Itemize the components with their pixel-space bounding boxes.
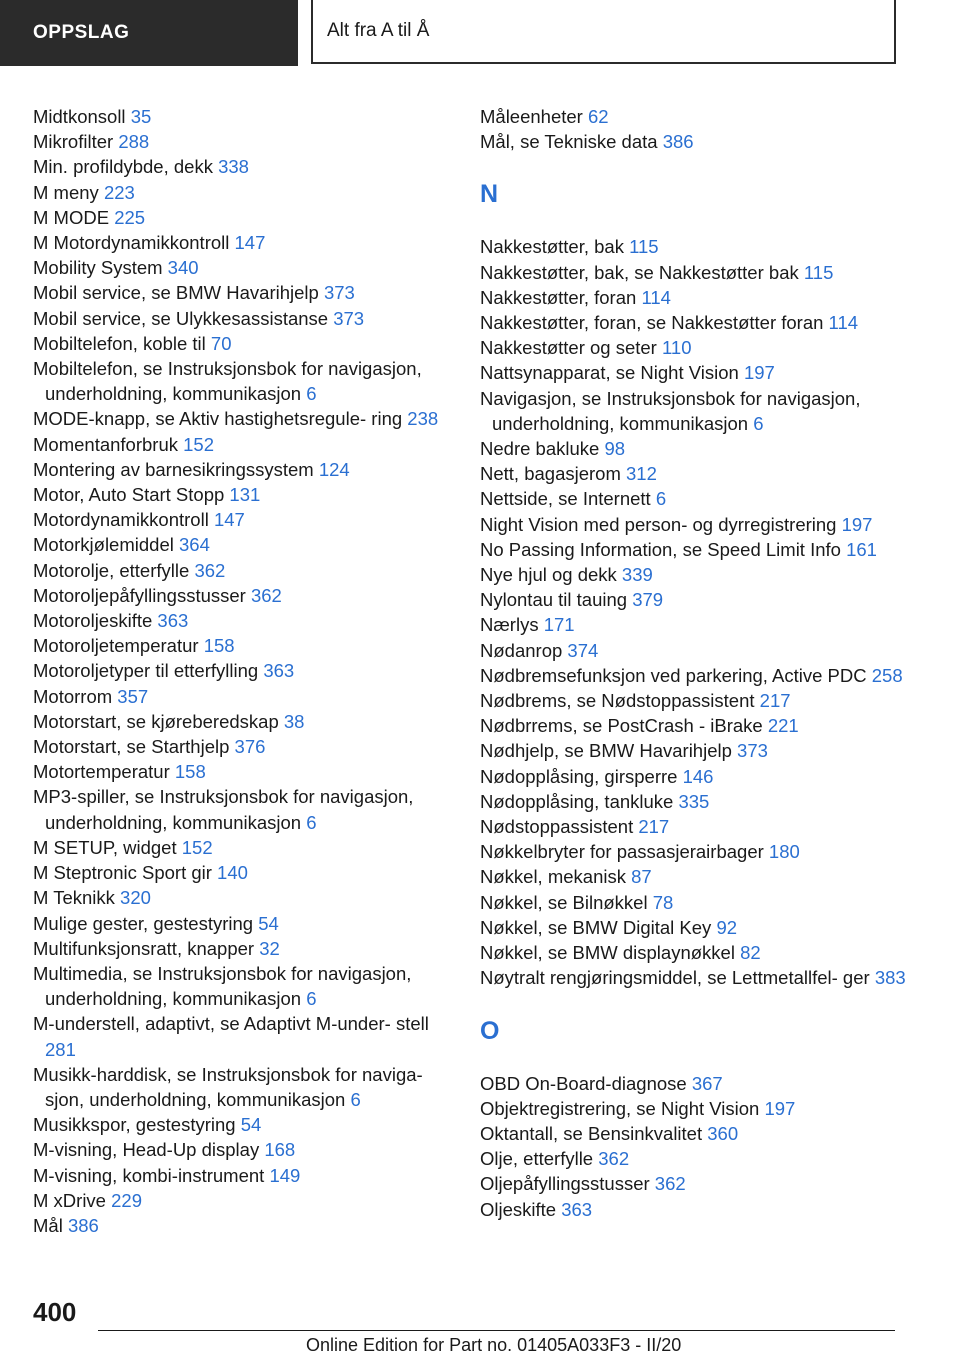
index-entry xyxy=(480,940,910,965)
entry-page-link[interactable]: 363 xyxy=(157,610,189,632)
index-entry xyxy=(480,915,910,940)
entry-term: Motortemperatur xyxy=(33,761,170,783)
index-entry xyxy=(480,1146,910,1171)
entry-page-link[interactable]: 6 xyxy=(306,811,317,833)
entry-term: M Teknikk xyxy=(33,887,115,909)
entry-page-link[interactable]: 158 xyxy=(174,761,206,783)
index-entry xyxy=(480,461,910,486)
entry-term: Night Vision med person- og dyrregistrering xyxy=(480,513,837,535)
entry-page-link[interactable]: 6 xyxy=(306,383,317,405)
entry-page-link[interactable]: 288 xyxy=(118,131,150,153)
entry-page-link[interactable]: 238 xyxy=(407,408,439,430)
entry-term: OBD On-Board-diagnose xyxy=(480,1072,687,1094)
index-letter-o: O xyxy=(480,1016,500,1045)
entry-term: Nattsynapparat, se Night Vision xyxy=(480,362,739,384)
index-entry xyxy=(480,537,910,562)
index-group-m-continued xyxy=(480,104,910,154)
index-entry xyxy=(33,507,443,532)
entry-page-link[interactable]: 383 xyxy=(874,967,906,989)
entry-term: Nødanrop xyxy=(480,639,563,661)
index-entry xyxy=(33,633,443,658)
entry-term: Oljepåfyllingsstusser xyxy=(480,1173,650,1195)
entry-term: Nye hjul og dekk xyxy=(480,564,617,586)
index-entry xyxy=(33,709,443,734)
index-entry xyxy=(480,612,910,637)
page-header xyxy=(0,0,960,66)
index-entry xyxy=(480,814,910,839)
entry-page-link[interactable]: 281 xyxy=(45,1038,76,1060)
index-entry xyxy=(33,885,443,910)
entry-term: Nødstoppassistent xyxy=(480,816,634,838)
index-entry xyxy=(33,230,443,255)
index-entry xyxy=(33,684,443,709)
entry-term: Mål xyxy=(33,1214,63,1236)
entry-page-link[interactable]: 78 xyxy=(652,891,674,913)
entry-term: Mobil service, se BMW Havarihjelp xyxy=(33,282,319,304)
entry-page-link[interactable]: 379 xyxy=(632,589,664,611)
index-entry xyxy=(33,255,443,280)
entry-term: Nødopplåsing, girsperre xyxy=(480,765,678,787)
entry-page-link[interactable]: 38 xyxy=(283,710,305,732)
entry-page-link[interactable]: 115 xyxy=(629,236,659,258)
entry-term: Nakkestøtter og seter xyxy=(480,337,657,359)
entry-page-link[interactable]: 114 xyxy=(828,312,859,334)
entry-term: Mobiltelefon, se Instruksjonsbok for navigasjon, underholdning, kommunikasjon xyxy=(33,358,422,405)
entry-page-link[interactable]: 335 xyxy=(678,790,710,812)
index-entry xyxy=(480,688,910,713)
entry-page-link[interactable]: 54 xyxy=(240,1114,262,1136)
entry-term: Olje, etterfylle xyxy=(480,1148,594,1170)
index-entry xyxy=(480,1197,910,1222)
index-column-left xyxy=(33,104,443,1238)
index-entry xyxy=(33,356,443,406)
index-letter-n: N xyxy=(480,180,499,209)
index-entry xyxy=(33,1137,443,1162)
entry-page-link[interactable]: 373 xyxy=(323,282,355,304)
index-entry xyxy=(33,558,443,583)
entry-term: Nøkkel, se Bilnøkkel xyxy=(480,891,648,913)
entry-page-link[interactable]: 357 xyxy=(117,685,149,707)
entry-page-link[interactable]: 168 xyxy=(264,1139,296,1161)
edition-text: Online Edition for Part no. 01405A033F3 - II/20 xyxy=(306,1335,682,1355)
entry-page-link[interactable]: 229 xyxy=(111,1189,142,1211)
entry-page-link[interactable]: 6 xyxy=(655,488,667,510)
entry-page-link[interactable]: 147 xyxy=(213,509,245,531)
entry-term: Musikk-harddisk, se Instruksjonsbok for naviga‐ sjon, underholdning, kommunikasjon xyxy=(33,1063,423,1110)
entry-term: Mikrofilter xyxy=(33,131,114,153)
index-entry xyxy=(33,583,443,608)
entry-term: M-visning, kombi-instrument xyxy=(33,1164,265,1186)
index-entry xyxy=(33,280,443,305)
entry-term: No Passing Information, se Speed Limit Info xyxy=(480,538,841,560)
index-entry xyxy=(33,835,443,860)
entry-page-link[interactable]: 35 xyxy=(130,106,152,127)
entry-term: MODE-knapp, se Aktiv hastighetsregule‐ ring xyxy=(33,408,403,430)
index-entry xyxy=(33,936,443,961)
entry-page-link[interactable]: 197 xyxy=(764,1097,796,1119)
entry-term: Motoroljetyper til etterfylling xyxy=(33,660,259,682)
entry-page-link[interactable]: 87 xyxy=(631,866,652,888)
entry-term: Mulige gester, gestestyring xyxy=(33,912,254,934)
entry-page-link[interactable]: 152 xyxy=(181,836,213,858)
entry-term: Midtkonsoll xyxy=(33,106,126,127)
index-entry xyxy=(480,587,910,612)
entry-page-link[interactable]: 62 xyxy=(587,106,609,127)
index-entry xyxy=(33,306,443,331)
index-entry xyxy=(33,205,443,230)
entry-page-link[interactable]: 197 xyxy=(743,362,775,384)
entry-page-link[interactable]: 158 xyxy=(203,635,235,657)
index-entry xyxy=(33,759,443,784)
entry-page-link[interactable]: 338 xyxy=(218,156,249,178)
section-tab xyxy=(0,0,298,66)
entry-page-link[interactable]: 131 xyxy=(229,484,261,506)
entry-term: Motorstart, se kjøreberedskap xyxy=(33,710,279,732)
entry-page-link[interactable]: 217 xyxy=(759,690,791,712)
chapter-tab xyxy=(311,0,896,64)
entry-page-link[interactable]: 362 xyxy=(194,559,226,581)
index-entry xyxy=(33,457,443,482)
index-entry xyxy=(33,104,443,129)
entry-term: M-understell, adaptivt, se Adaptivt M-under‐ stell xyxy=(33,1013,429,1035)
index-entry xyxy=(33,658,443,683)
entry-page-link[interactable]: 367 xyxy=(691,1072,723,1094)
entry-term: Nødbrrems, se PostCrash - iBrake xyxy=(480,715,763,737)
entry-term: M MODE xyxy=(33,206,110,228)
index-entry xyxy=(480,260,910,285)
entry-page-link[interactable]: 225 xyxy=(114,206,146,228)
index-entry xyxy=(480,234,910,259)
entry-term: Motor, Auto Start Stopp xyxy=(33,484,225,506)
entry-page-link[interactable]: 82 xyxy=(740,942,761,964)
entry-page-link[interactable]: 362 xyxy=(598,1148,630,1170)
entry-page-link[interactable]: 363 xyxy=(263,660,295,682)
index-entry xyxy=(480,663,910,688)
index-entry xyxy=(480,104,910,129)
entry-term: Nett, bagasjerom xyxy=(480,463,621,485)
index-group-o xyxy=(480,1071,910,1222)
entry-page-link[interactable]: 374 xyxy=(567,639,599,661)
entry-term: Nedre bakluke xyxy=(480,438,600,460)
entry-page-link[interactable]: 312 xyxy=(626,463,657,485)
entry-page-link[interactable]: 386 xyxy=(662,131,694,153)
entry-term: Nærlys xyxy=(480,614,539,636)
index-entry xyxy=(480,789,910,814)
entry-term: Multimedia, se Instruksjonsbok for navigasjon, underholdning, kommunikasjon xyxy=(33,962,412,1010)
entry-page-link[interactable]: 373 xyxy=(737,740,768,762)
index-entry xyxy=(33,1188,443,1213)
entry-page-link[interactable]: 124 xyxy=(318,458,350,480)
entry-page-link[interactable]: 223 xyxy=(103,181,135,203)
entry-page-link[interactable]: 32 xyxy=(259,937,280,959)
page-number: 400 xyxy=(33,1297,77,1327)
entry-page-link[interactable]: 376 xyxy=(234,736,266,758)
entry-term: Nøkkel, se BMW Digital Key xyxy=(480,916,712,938)
index-entry xyxy=(480,486,910,511)
index-entry xyxy=(480,864,910,889)
entry-term: Motoroljepåfyllingsstusser xyxy=(33,584,246,606)
index-entry xyxy=(480,512,910,537)
entry-page-link[interactable]: 98 xyxy=(604,438,626,460)
entry-term: Musikkspor, gestestyring xyxy=(33,1114,236,1136)
entry-page-link[interactable]: 114 xyxy=(641,286,671,308)
entry-page-link[interactable]: 320 xyxy=(120,887,151,909)
entry-term: Mobil service, se Ulykkesassistanse xyxy=(33,307,329,329)
entry-page-link[interactable]: 171 xyxy=(543,614,575,636)
entry-term: Motorstart, se Starthjelp xyxy=(33,736,230,758)
entry-page-link[interactable]: 149 xyxy=(269,1164,301,1186)
index-entry xyxy=(480,890,910,915)
index-entry xyxy=(480,436,910,461)
entry-term: Motorrom xyxy=(33,685,113,707)
entry-page-link[interactable]: 197 xyxy=(841,513,873,535)
index-entry xyxy=(33,734,443,759)
index-entry xyxy=(480,1071,910,1096)
entry-page-link[interactable]: 54 xyxy=(258,912,279,934)
index-entry xyxy=(33,432,443,457)
index-column-right xyxy=(480,104,910,1222)
entry-page-link[interactable]: 152 xyxy=(183,433,214,455)
index-entry xyxy=(480,1096,910,1121)
entry-term: Nakkestøtter, bak xyxy=(480,236,624,258)
index-entry xyxy=(33,860,443,885)
entry-term: MP3-spiller, se Instruksjonsbok for navigasjon, underholdning, kommunikasjon xyxy=(33,786,414,833)
index-entry xyxy=(33,482,443,507)
index-entry xyxy=(480,360,910,385)
index-entry xyxy=(480,965,910,990)
entry-page-link[interactable]: 180 xyxy=(768,841,800,863)
index-entry xyxy=(33,1011,443,1061)
index-entry xyxy=(33,1112,443,1137)
index-entry xyxy=(33,911,443,936)
entry-page-link[interactable]: 362 xyxy=(654,1173,686,1195)
entry-page-link[interactable]: 70 xyxy=(210,332,232,354)
entry-term: Nøytralt rengjøringsmiddel, se Lettmetallfel‐ ger xyxy=(480,967,870,989)
entry-term: Mål, se Tekniske data xyxy=(480,131,658,153)
entry-term: Motorkjølemiddel xyxy=(33,534,174,556)
index-entry xyxy=(480,1171,910,1196)
index-entry xyxy=(33,784,443,834)
index-entry xyxy=(480,310,910,335)
entry-term: Oktantall, se Bensinkvalitet xyxy=(480,1122,703,1144)
index-entry xyxy=(480,638,910,663)
index-entry xyxy=(480,839,910,864)
entry-page-link[interactable]: 146 xyxy=(682,765,714,787)
index-entry xyxy=(480,562,910,587)
index-entry xyxy=(33,1213,443,1238)
index-entry xyxy=(33,406,443,431)
index-entry xyxy=(33,608,443,633)
entry-page-link[interactable]: 110 xyxy=(661,337,692,359)
entry-page-link[interactable]: 161 xyxy=(846,538,877,560)
entry-term: Nøkkelbryter for passasjerairbager xyxy=(480,841,764,863)
entry-term: Motoroljetemperatur xyxy=(33,635,199,657)
entry-page-link[interactable]: 360 xyxy=(707,1122,739,1144)
entry-page-link[interactable]: 217 xyxy=(638,816,670,838)
section-label: OPPSLAG xyxy=(33,22,130,43)
entry-term: Oljeskifte xyxy=(480,1198,557,1220)
entry-term: Multifunksjonsratt, knapper xyxy=(33,937,255,959)
index-entry xyxy=(33,331,443,356)
index-entry xyxy=(480,335,910,360)
entry-term: Navigasjon, se Instruksjonsbok for navigasjon, underholdning, kommunikasjon xyxy=(480,387,861,434)
entry-term: Mobility System xyxy=(33,257,163,279)
index-entry xyxy=(33,1062,443,1112)
entry-page-link[interactable]: 364 xyxy=(179,534,210,556)
entry-term: M SETUP, widget xyxy=(33,836,177,858)
entry-page-link[interactable]: 115 xyxy=(803,261,834,283)
index-entry xyxy=(33,961,443,1011)
entry-term: Momentanforbruk xyxy=(33,433,178,455)
entry-term: Nødhjelp, se BMW Havarihjelp xyxy=(480,740,732,762)
entry-page-link[interactable]: 6 xyxy=(753,412,764,434)
entry-term: M meny xyxy=(33,181,99,203)
entry-term: M-visning, Head-Up display xyxy=(33,1139,260,1161)
entry-page-link[interactable]: 140 xyxy=(217,862,248,884)
entry-term: Nakkestøtter, foran xyxy=(480,286,637,308)
index-entry xyxy=(33,129,443,154)
entry-term: M xDrive xyxy=(33,1189,106,1211)
entry-page-link[interactable]: 363 xyxy=(561,1198,593,1220)
entry-page-link[interactable]: 362 xyxy=(250,584,282,606)
index-entry xyxy=(480,764,910,789)
index-entry xyxy=(33,154,443,179)
entry-page-link[interactable]: 386 xyxy=(67,1214,99,1236)
index-entry xyxy=(480,738,910,763)
footer-divider xyxy=(98,1330,895,1331)
chapter-title: Alt fra A til Å xyxy=(327,20,430,41)
entry-term: Nøkkel, mekanisk xyxy=(480,866,626,888)
index-entry xyxy=(33,1163,443,1188)
entry-page-link[interactable]: 340 xyxy=(167,257,199,279)
entry-term: Nøkkel, se BMW displaynøkkel xyxy=(480,942,735,964)
entry-term: Nylontau til tauing xyxy=(480,589,628,611)
entry-term: Måleenheter xyxy=(480,106,583,127)
index-entry xyxy=(480,129,910,154)
entry-page-link[interactable]: 147 xyxy=(234,232,266,254)
entry-term: Montering av barnesikringssystem xyxy=(33,458,314,480)
entry-term: Nettside, se Internett xyxy=(480,488,651,510)
entry-page-link[interactable]: 221 xyxy=(767,715,799,737)
entry-page-link[interactable]: 339 xyxy=(621,564,653,586)
entry-page-link[interactable]: 373 xyxy=(333,307,365,329)
entry-term: Motordynamikkontroll xyxy=(33,509,209,531)
index-group-n xyxy=(480,234,910,990)
entry-term: Mobiltelefon, koble til xyxy=(33,332,206,354)
entry-term: Objektregistrering, se Night Vision xyxy=(480,1097,760,1119)
index-entry xyxy=(480,713,910,738)
footer-edition xyxy=(306,1335,681,1356)
entry-page-link[interactable]: 6 xyxy=(350,1088,361,1110)
entry-page-link[interactable]: 92 xyxy=(716,916,738,938)
entry-page-link[interactable]: 6 xyxy=(306,988,317,1010)
entry-term: Motorolje, etterfylle xyxy=(33,559,190,581)
entry-term: Nødbremsefunksjon ved parkering, Active PDC xyxy=(480,664,867,686)
index-entry xyxy=(33,180,443,205)
entry-term: Nødbrems, se Nødstoppassistent xyxy=(480,690,755,712)
index-entry xyxy=(480,285,910,310)
entry-page-link[interactable]: 258 xyxy=(871,664,903,686)
index-entry xyxy=(480,386,910,436)
index-entry xyxy=(33,532,443,557)
entry-term: Motoroljeskifte xyxy=(33,610,153,632)
index-entry xyxy=(480,1121,910,1146)
entry-term: Nødopplåsing, tankluke xyxy=(480,790,674,812)
entry-term: Nakkestøtter, foran, se Nakkestøtter foran xyxy=(480,312,824,334)
entry-term: M Motordynamikkontroll xyxy=(33,232,230,254)
entry-term: M Steptronic Sport gir xyxy=(33,862,212,884)
entry-term: Nakkestøtter, bak, se Nakkestøtter bak xyxy=(480,261,799,283)
entry-term: Min. profildybde, dekk xyxy=(33,156,213,178)
